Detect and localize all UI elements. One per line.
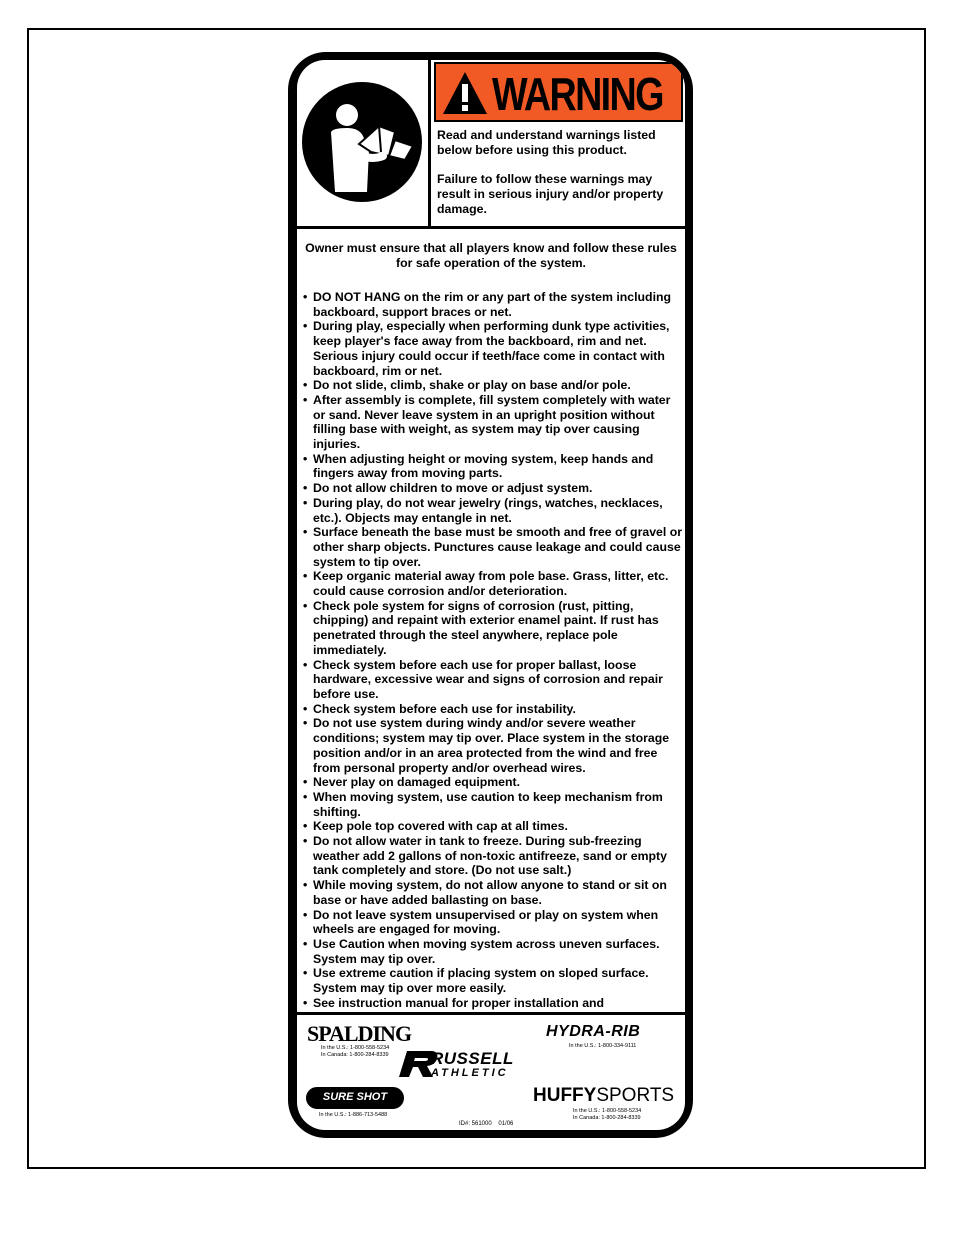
list-item: • Do not use system during windy and/or severe weather conditions; system may tip over. Place system in the storage position and/or in an area protected from the wind and free from personal property and/or overhead wires.	[303, 716, 683, 775]
warning-heading: WARNING	[492, 68, 663, 120]
huffy-logo-light: SPORTS	[596, 1085, 675, 1106]
sureshot-logo-badge	[306, 1087, 404, 1109]
list-item: • During play, especially when performing dunk type activities, keep player's face away from the backboard, rim and net. Serious injury could occur if teeth/face come in contact with backboard, rim or net.	[303, 319, 683, 378]
read-manual-icon-cell	[297, 60, 431, 226]
spalding-us-phone: In the U.S.: 1-800-558-5234	[321, 1045, 390, 1051]
list-item: • See instruction manual for proper installation and	[303, 996, 683, 1011]
rules-list	[303, 290, 683, 1010]
label-id: ID#: 561000 01/06	[459, 1121, 514, 1127]
sureshot-logo: SURE SHOT	[322, 1091, 388, 1103]
warning-label-body	[297, 60, 685, 1130]
russell-logo-bottom: ATHLETIC	[431, 1067, 509, 1079]
list-item: • Do not slide, climb, shake or play on base and/or pole.	[303, 378, 683, 393]
list-item: • Use extreme caution if placing system on sloped surface. System may tip over more easily.	[303, 966, 683, 995]
list-item: • When moving system, use caution to keep mechanism from shifting.	[303, 790, 683, 819]
sureshot-us-phone: In the U.S.: 1-886-713-5488	[319, 1112, 388, 1118]
warning-banner	[434, 62, 683, 122]
list-item: • Do not allow children to move or adjust system.	[303, 481, 683, 496]
huffy-us-phone: In the U.S.: 1-800-558-5234	[573, 1108, 642, 1114]
list-item: • Check pole system for signs of corrosion (rust, pitting, chipping) and repaint with exterior enamel paint. If rust has penetrated through the steel anywhere, replace pole immediately.	[303, 599, 683, 658]
list-item: • Keep pole top covered with cap at all times.	[303, 819, 683, 834]
hydrarib-logo: HYDRA-RIB	[546, 1023, 641, 1040]
list-item: • Do not leave system unsupervised or play on system when wheels are engaged for moving.	[303, 908, 683, 937]
rules-intro: Owner must ensure that all players know and follow these rules for safe operation of the system.	[305, 241, 677, 270]
list-item: • When adjusting height or moving system, keep hands and fingers away from moving parts.	[303, 452, 683, 481]
huffy-logo-bold: HUFFY	[533, 1085, 597, 1106]
hydrarib-us-phone: In the U.S.: 1-800-334-9111	[569, 1043, 637, 1049]
alert-triangle-icon	[442, 70, 488, 116]
list-item: • Check system before each use for instability.	[303, 702, 683, 717]
russell-logo-top: RUSSELL	[431, 1049, 514, 1068]
list-item: • Do not allow water in tank to freeze. During sub-freezing weather add 2 gallons of non-toxic antifreeze, sand or empty tank completely and store. (Do not use salt.)	[303, 834, 683, 878]
list-item: • Check system before each use for proper ballast, loose hardware, excessive wear and signs of corrosion and repair before use.	[303, 658, 683, 702]
warning-header-section	[297, 60, 685, 229]
warning-line-1: Read and understand warnings listed below before using this product.	[437, 128, 656, 157]
read-manual-icon	[297, 60, 428, 226]
huffy-canada-phone: In Canada: 1-800-284-8339	[573, 1115, 641, 1121]
list-item: • Surface beneath the base must be smooth and free of gravel or other sharp objects. Punctures cause leakage and could cause system to tip over.	[303, 525, 683, 569]
list-item: • Keep organic material away from pole base. Grass, litter, etc. could cause corrosion and/or deterioration.	[303, 569, 683, 598]
list-item: • Never play on damaged equipment.	[303, 775, 683, 790]
list-item: • After assembly is complete, fill system completely with water or sand. Never leave system in an upright position without filling base with weight, as system may tip over causing injuries.	[303, 393, 683, 452]
warning-line-2: Failure to follow these warnings may result in serious injury and/or property damage.	[437, 172, 664, 216]
brand-logos-section	[297, 1015, 685, 1130]
spalding-logo: SPALDING	[307, 1021, 412, 1046]
spalding-canada-phone: In Canada: 1-800-284-8339	[321, 1052, 389, 1058]
list-item: • During play, do not wear jewelry (rings, watches, necklaces, etc.). Objects may entangle in net.	[303, 496, 683, 525]
list-item: • DO NOT HANG on the rim or any part of the system including backboard, support braces or net.	[303, 290, 683, 319]
warning-intro-text	[437, 128, 677, 231]
rules-section	[297, 229, 685, 1015]
list-item: • Use Caution when moving system across uneven surfaces. System may tip over.	[303, 937, 683, 966]
huffy-logo	[533, 1085, 674, 1107]
list-item: • While moving system, do not allow anyone to stand or sit on base or have added ballasting on base.	[303, 878, 683, 907]
